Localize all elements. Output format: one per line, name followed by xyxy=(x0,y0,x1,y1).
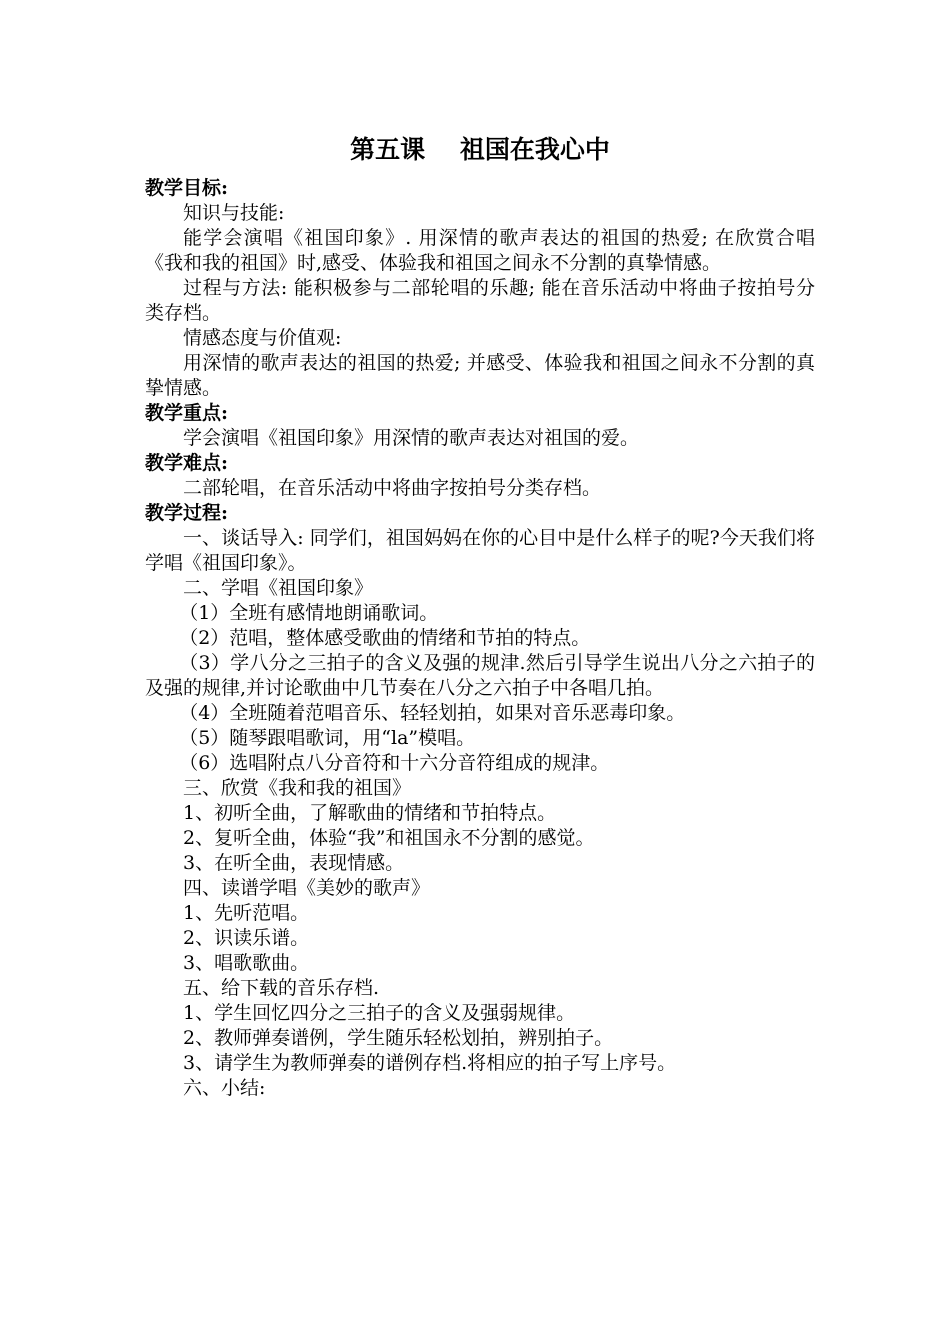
paragraph: 2、教师弹奏谱例，学生随乐轻松划拍，辨别拍子。 xyxy=(183,1027,614,1049)
paragraph: 过程与方法: 能积极参与二部轮唱的乐趣; 能在音乐活动中将曲子按拍号分类存档。 xyxy=(145,277,815,324)
paragraph: 1、学生回忆四分之三拍子的含义及强弱规律。 xyxy=(183,1002,576,1024)
section-difficulties xyxy=(145,451,815,501)
document-page xyxy=(145,130,815,1101)
paragraph: （3）学八分之三拍子的含义及强的规津.然后引导学生说出八分之六拍子的及强的规律,并讨论歌曲中几节奏在八分之六拍子中各唱几拍。 xyxy=(145,652,815,699)
paragraph: （1）全班有感情地朗诵歌词。 xyxy=(179,602,439,624)
section-heading: 教学过程: xyxy=(145,502,229,524)
section-heading: 教学难点: xyxy=(145,452,229,474)
document-title: 第五课 祖国在我心中 xyxy=(350,135,610,164)
section-process xyxy=(145,501,815,1101)
paragraph: 学会演唱《祖国印象》用深情的歌声表达对祖国的爱。 xyxy=(183,427,640,449)
paragraph: 情感态度与价值观: xyxy=(183,327,342,349)
paragraph: 2、识读乐谱。 xyxy=(183,927,310,949)
paragraph: 用深情的歌声表达的祖国的热爱; 并感受、体验我和祖国之间永不分割的真挚情感。 xyxy=(145,352,815,399)
paragraph: （6）选唱附点八分音符和十六分音符组成的规津。 xyxy=(179,752,610,774)
section-key-points xyxy=(145,401,815,451)
paragraph: （5）随琴跟唱歌词，用“la”模唱。 xyxy=(179,727,476,749)
paragraph: 二部轮唱，在音乐活动中将曲字按拍号分类存档。 xyxy=(183,477,602,499)
section-objectives xyxy=(145,176,815,401)
paragraph: 一、谈话导入: 同学们，祖国妈妈在你的心目中是什么样子的呢?今天我们将学唱《祖国印象》。 xyxy=(145,527,815,574)
section-heading: 教学重点: xyxy=(145,402,229,424)
paragraph: 五、给下载的音乐存档. xyxy=(183,977,380,999)
paragraph: 三、欣赏《我和我的祖国》 xyxy=(183,777,412,799)
paragraph: （2）范唱，整体感受歌曲的情绪和节拍的特点。 xyxy=(179,627,591,649)
paragraph: 四、读谱学唱《美妙的歌声》 xyxy=(183,877,431,899)
paragraph: 二、学唱《祖国印象》 xyxy=(183,577,374,599)
paragraph: （4）全班随着范唱音乐、轻轻划拍，如果对音乐恶毒印象。 xyxy=(179,702,686,724)
paragraph: 1、初听全曲，了解歌曲的情绪和节拍特点。 xyxy=(183,802,557,824)
section-heading: 教学目标: xyxy=(145,177,229,199)
paragraph: 知识与技能: xyxy=(183,202,285,224)
paragraph: 能学会演唱《祖国印象》. 用深情的歌声表达的祖国的热爱; 在欣赏合唱《我和我的祖国》时,感受、体验我和祖国之间永不分割的真挚情感。 xyxy=(145,227,815,274)
paragraph: 3、唱歌歌曲。 xyxy=(183,952,310,974)
paragraph: 六、小结: xyxy=(183,1077,266,1099)
paragraph: 1、先听范唱。 xyxy=(183,902,310,924)
paragraph: 3、在听全曲，表现情感。 xyxy=(183,852,405,874)
paragraph: 3、请学生为教师弹奏的谱例存档.将相应的拍子写上序号。 xyxy=(183,1052,677,1074)
paragraph: 2、复听全曲，体验“我”和祖国永不分割的感觉。 xyxy=(183,827,595,849)
